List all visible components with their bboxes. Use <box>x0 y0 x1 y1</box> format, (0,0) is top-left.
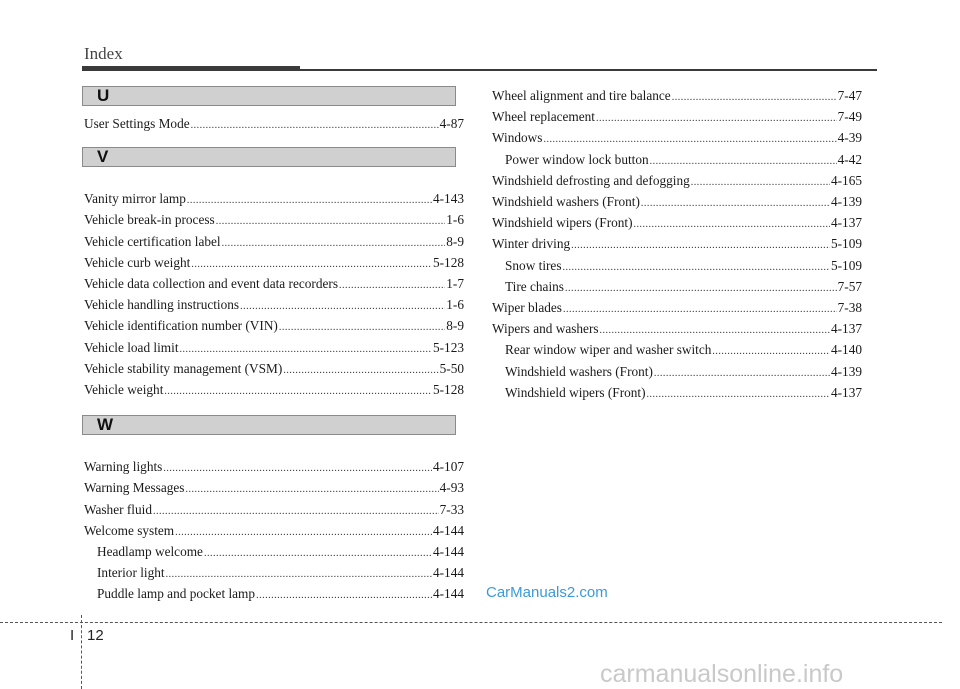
index-subentry[interactable] <box>492 383 862 404</box>
entry-page-ref: 7-33 <box>439 501 464 517</box>
entry-page-ref: 5-109 <box>830 236 862 252</box>
section-letter-v <box>82 147 456 167</box>
footer-section-letter: I <box>70 627 75 644</box>
entry-page-ref: 4-39 <box>837 130 862 146</box>
entry-term: Warning Messages <box>84 480 185 496</box>
dot-leader <box>240 297 445 316</box>
section-letter-u <box>82 86 456 106</box>
index-entry[interactable] <box>84 253 464 274</box>
entry-term: Puddle lamp and pocket lamp <box>97 586 256 602</box>
dot-leader <box>712 342 830 361</box>
entry-page-ref: 4-143 <box>432 191 464 207</box>
index-entry[interactable] <box>492 171 862 192</box>
dot-leader <box>596 109 837 128</box>
entry-page-ref: 5-50 <box>439 360 464 376</box>
index-subentry[interactable] <box>492 150 862 171</box>
entry-page-ref: 7-49 <box>837 109 862 125</box>
index-entry[interactable] <box>84 232 464 253</box>
entry-term: Vehicle certification label <box>84 233 221 249</box>
dot-leader <box>600 321 830 340</box>
entry-term: Snow tires <box>505 257 562 273</box>
index-entry[interactable] <box>84 500 464 521</box>
entry-term: Wiper blades <box>492 300 562 316</box>
section-letter-label: U <box>97 86 110 105</box>
dot-leader <box>191 116 439 135</box>
index-entry[interactable] <box>84 274 464 295</box>
dot-leader <box>339 276 445 295</box>
dot-leader <box>691 173 830 192</box>
index-entry[interactable] <box>84 521 464 542</box>
footer-vertical-divider <box>81 615 82 689</box>
entry-term: Headlamp welcome <box>97 544 203 560</box>
entry-page-ref: 7-57 <box>837 278 862 294</box>
entry-page-ref: 4-93 <box>439 480 464 496</box>
dot-leader <box>180 340 432 359</box>
index-entry[interactable] <box>492 86 862 107</box>
dot-leader <box>279 318 445 337</box>
entry-page-ref: 8-9 <box>446 233 464 249</box>
entry-term: Vehicle curb weight <box>84 254 191 270</box>
index-subentry[interactable] <box>492 277 862 298</box>
entry-page-ref: 4-137 <box>830 215 862 231</box>
entry-page-ref: 4-140 <box>830 342 862 358</box>
dot-leader <box>641 194 830 213</box>
entry-term: Windshield wipers (Front) <box>492 215 633 231</box>
index-subentry[interactable] <box>492 362 862 383</box>
dot-leader <box>634 215 830 234</box>
section-letter-w <box>82 415 456 435</box>
dot-leader <box>222 234 446 253</box>
entry-page-ref: 8-9 <box>446 318 464 334</box>
entry-term: Wheel replacement <box>492 109 595 125</box>
entry-page-ref: 4-107 <box>432 459 464 475</box>
entry-page-ref: 7-47 <box>837 88 862 103</box>
index-column-right <box>492 86 862 404</box>
entry-term: Vehicle load limit <box>84 339 179 355</box>
entry-term: Windshield wipers (Front) <box>505 384 646 400</box>
index-entry[interactable] <box>492 128 862 149</box>
entry-term: Windshield washers (Front) <box>505 363 653 379</box>
index-entry[interactable] <box>492 319 862 340</box>
dot-leader <box>283 361 438 380</box>
entry-term: User Settings Mode <box>84 116 190 131</box>
entry-term: Vanity mirror lamp <box>84 191 186 207</box>
section-letter-label: V <box>97 147 109 167</box>
dot-leader <box>164 382 432 401</box>
footer-divider <box>0 622 942 623</box>
dot-leader <box>543 130 836 149</box>
header-rule-thin <box>300 69 877 71</box>
dot-leader <box>563 300 837 319</box>
dot-leader <box>571 236 830 255</box>
index-entry[interactable] <box>84 210 464 231</box>
dot-leader <box>647 385 830 404</box>
dot-leader <box>563 258 830 277</box>
index-entry[interactable] <box>492 192 862 213</box>
entry-page-ref: 1-6 <box>446 212 464 228</box>
index-entry[interactable] <box>84 316 464 337</box>
index-entry[interactable] <box>84 338 464 359</box>
entry-term: Rear window wiper and washer switch <box>505 342 712 358</box>
entry-term: Welcome system <box>84 522 175 538</box>
entry-page-ref: 4-144 <box>432 565 464 581</box>
entry-page-ref: 1-6 <box>446 297 464 313</box>
entry-term: Vehicle stability management (VSM) <box>84 360 283 376</box>
index-entry[interactable] <box>84 380 464 401</box>
entry-term: Washer fluid <box>84 501 152 517</box>
dot-leader <box>191 255 432 274</box>
dot-leader <box>216 212 446 231</box>
section-spacer <box>84 401 464 415</box>
footer-page-number: 12 <box>87 627 104 644</box>
section-letter-label: W <box>97 415 114 435</box>
index-entry[interactable] <box>84 189 464 210</box>
dot-leader <box>185 480 438 499</box>
dot-leader <box>565 279 837 298</box>
entry-term: Windshield defrosting and defogging <box>492 172 690 188</box>
dot-leader <box>153 502 439 521</box>
entry-term: Vehicle handling instructions <box>84 297 240 313</box>
entry-page-ref: 4-87 <box>439 116 464 131</box>
index-entry[interactable] <box>492 234 862 255</box>
entry-page-ref: 4-165 <box>830 172 862 188</box>
watermark-carmanuals2: CarManuals2.com <box>486 584 608 601</box>
index-entry[interactable] <box>84 457 464 478</box>
dot-leader <box>166 565 432 584</box>
dot-leader <box>672 88 837 107</box>
entry-term: Tire chains <box>505 278 564 294</box>
index-entry[interactable] <box>84 359 464 380</box>
index-entry[interactable] <box>84 478 464 499</box>
header-rule-thick <box>82 66 300 71</box>
watermark-carmanualsonline: carmanualsonline.info <box>600 660 844 688</box>
entry-page-ref: 4-144 <box>432 586 464 602</box>
dot-leader <box>650 152 837 171</box>
entry-page-ref: 5-128 <box>432 382 464 398</box>
page-title: Index <box>84 44 123 63</box>
entry-term: Vehicle weight <box>84 382 164 398</box>
entry-page-ref: 5-123 <box>432 339 464 355</box>
index-entry[interactable] <box>492 298 862 319</box>
entry-term: Interior light <box>97 565 165 581</box>
dot-leader <box>175 523 432 542</box>
entry-page-ref: 4-137 <box>830 321 862 337</box>
entry-term: Vehicle data collection and event data recorders <box>84 276 338 292</box>
entry-page-ref: 4-144 <box>432 522 464 538</box>
index-entry[interactable] <box>84 295 464 316</box>
dot-leader <box>163 459 432 478</box>
dot-leader <box>256 586 432 605</box>
index-subentry[interactable] <box>84 584 464 605</box>
entry-page-ref: 1-7 <box>446 276 464 292</box>
entry-term: Vehicle identification number (VIN) <box>84 318 278 334</box>
entry-term: Windows <box>492 130 543 146</box>
entry-term: Warning lights <box>84 459 163 475</box>
index-subentry[interactable] <box>492 340 862 361</box>
entry-page-ref: 4-144 <box>432 544 464 560</box>
dot-leader <box>654 364 830 383</box>
entry-term: Wheel alignment and tire balance <box>492 88 671 103</box>
entry-term: Vehicle break-in process <box>84 212 215 228</box>
index-entry[interactable] <box>84 114 464 135</box>
entry-page-ref: 4-139 <box>830 363 862 379</box>
index-subentry[interactable] <box>84 542 464 563</box>
section-spacer <box>84 135 464 147</box>
entry-page-ref: 7-38 <box>837 300 862 316</box>
dot-leader <box>204 544 432 563</box>
entry-page-ref: 5-109 <box>830 257 862 273</box>
entry-term: Windshield washers (Front) <box>492 194 640 210</box>
entry-page-ref: 5-128 <box>432 254 464 270</box>
entry-term: Wipers and washers <box>492 321 599 337</box>
entry-term: Power window lock button <box>505 151 649 167</box>
entry-page-ref: 4-42 <box>837 151 862 167</box>
index-entry[interactable] <box>492 107 862 128</box>
entry-term: Winter driving <box>492 236 571 252</box>
index-subentry[interactable] <box>84 563 464 584</box>
index-entry[interactable] <box>492 213 862 234</box>
index-subentry[interactable] <box>492 256 862 277</box>
entry-page-ref: 4-139 <box>830 194 862 210</box>
index-column-left <box>84 86 464 606</box>
entry-page-ref: 4-137 <box>830 384 862 400</box>
dot-leader <box>187 191 432 210</box>
